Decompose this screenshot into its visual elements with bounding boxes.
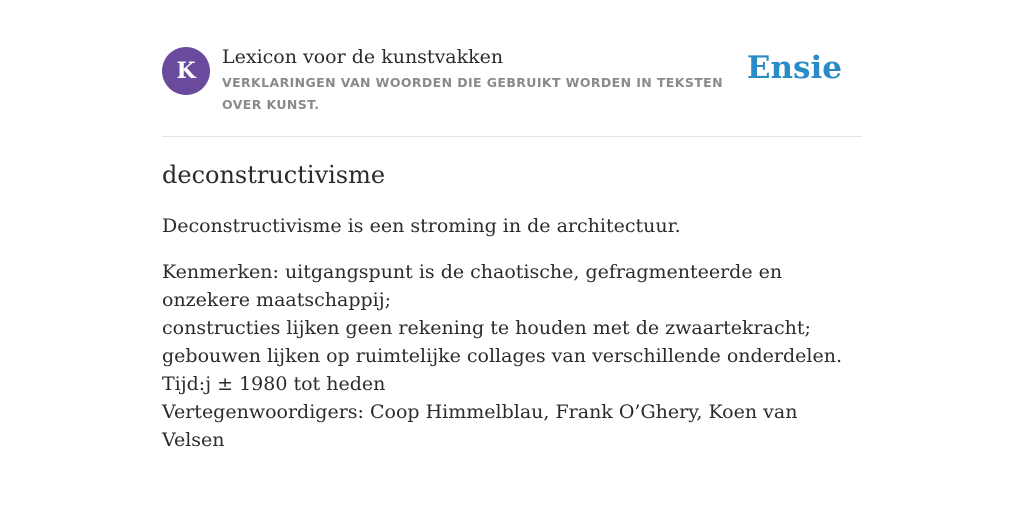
- entry-detail-line: Vertegenwoordigers: Coop Himmelblau, Frank O’Ghery, Koen van Velsen: [162, 401, 798, 451]
- lexicon-title[interactable]: Lexicon voor de kunstvakken: [222, 46, 504, 68]
- ensie-logo-link[interactable]: Ensie: [746, 50, 842, 86]
- entry-details: [162, 258, 862, 454]
- lexicon-subtitle: VERKLARINGEN VAN WOORDEN DIE GEBRUIKT WORDEN IN TEKSTEN OVER KUNST.: [222, 75, 723, 112]
- entry-detail-line: Tijd:j ± 1980 tot heden: [162, 373, 386, 395]
- entry-intro: Deconstructivisme is een stroming in de architectuur.: [162, 215, 681, 237]
- entry-term: deconstructivisme: [162, 161, 386, 189]
- header: [162, 44, 862, 137]
- entry-detail-line: constructies lijken geen rekening te houden met de zwaartekracht; gebouwen lijken op ruimtelijke collages van verschillende onderdelen.: [162, 317, 842, 367]
- entry-content: [162, 158, 862, 472]
- entry-detail-line: Kenmerken: uitgangspunt is de chaotische, gefragmenteerde en onzekere maatschappij;: [162, 261, 783, 311]
- lexicon-avatar[interactable]: K: [162, 47, 210, 95]
